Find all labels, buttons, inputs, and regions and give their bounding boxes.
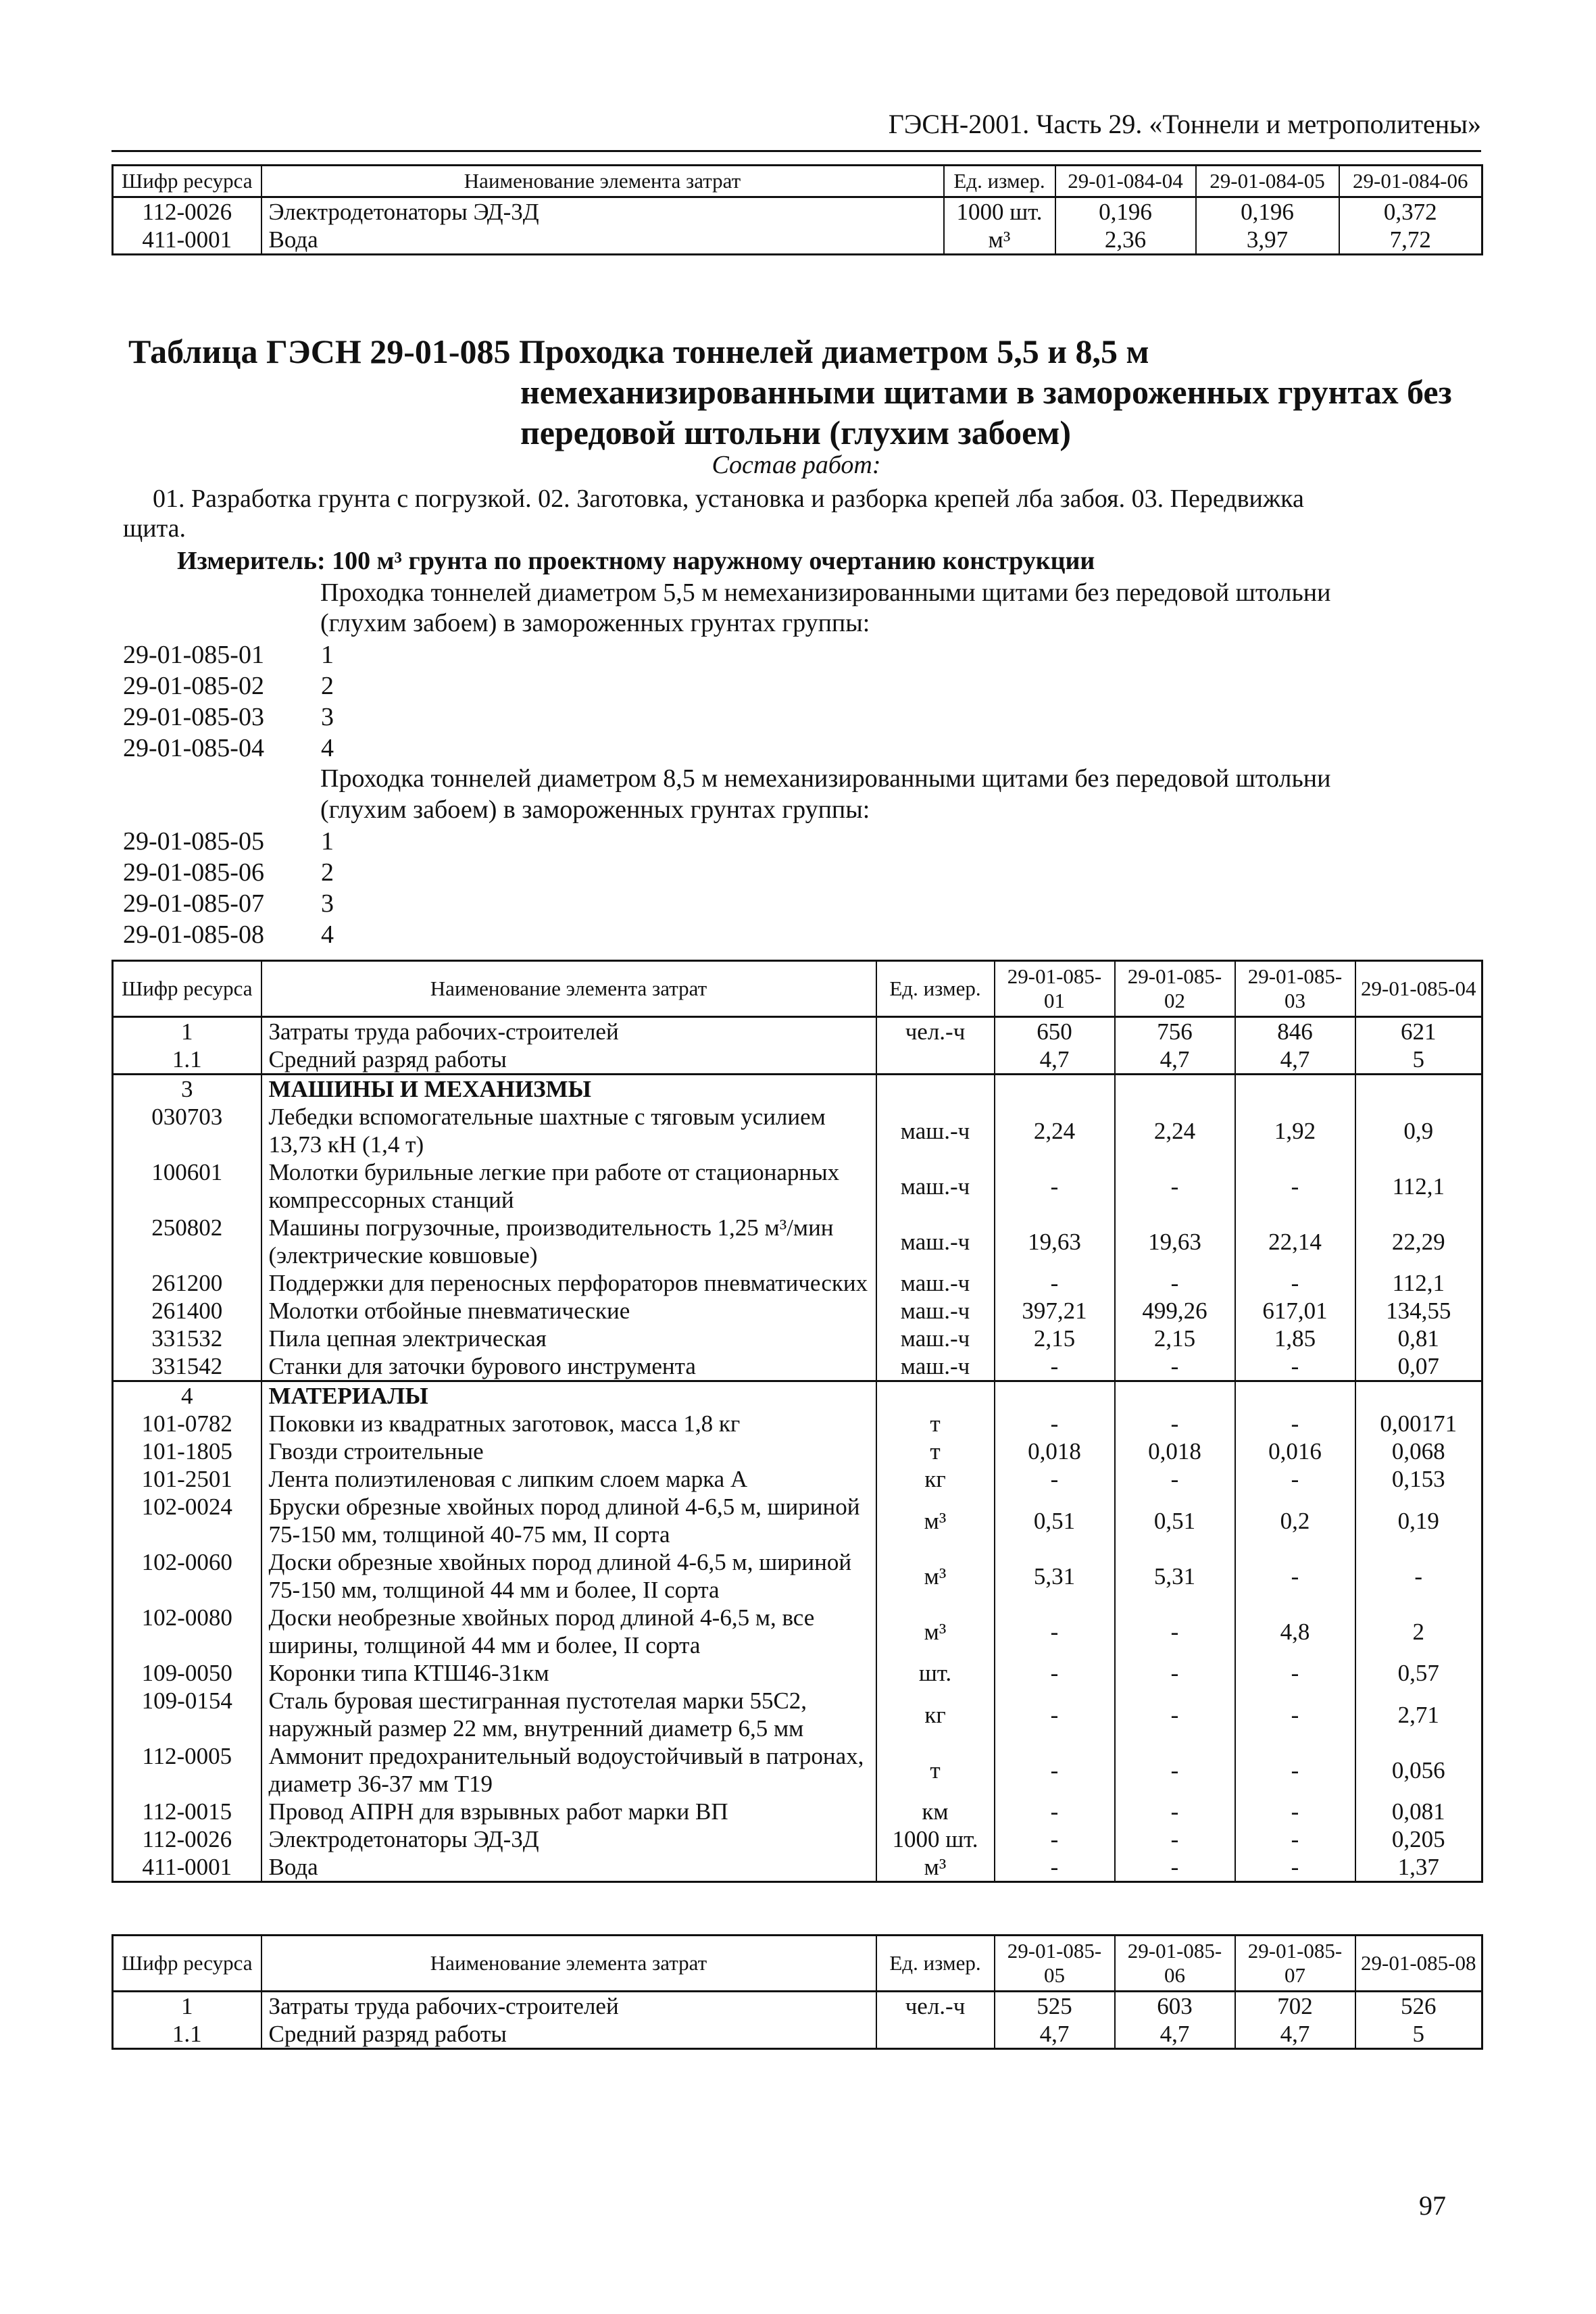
- cell-value: 134,55: [1355, 1297, 1482, 1325]
- cell-unit: м³: [876, 1604, 995, 1659]
- cell-value: 0,068: [1355, 1437, 1482, 1465]
- code-item: [123, 639, 334, 670]
- cell-code: 1: [113, 1992, 261, 2021]
- cell-value: -: [995, 1604, 1115, 1659]
- cell-value: 22,29: [1355, 1214, 1482, 1269]
- header-norm: 29-01-084-06: [1339, 166, 1482, 197]
- cell-name: Лебедки вспомогательные шахтные с тяговым усилием 13,73 кН (1,4 т): [261, 1103, 876, 1158]
- header-rule: [111, 150, 1481, 152]
- cell-code: 4: [113, 1381, 261, 1410]
- cell-code: 100601: [113, 1158, 261, 1214]
- header-unit: Ед. измер.: [876, 1936, 995, 1992]
- cell-name: Поковки из квадратных заготовок, масса 1,8 кг: [261, 1410, 876, 1437]
- cell-value: -: [1115, 1269, 1235, 1297]
- cell-value: -: [1235, 1548, 1355, 1604]
- table-prev: [111, 164, 1483, 255]
- cell-value: -: [995, 1687, 1115, 1742]
- cell-value: 7,72: [1339, 226, 1482, 255]
- cell-value: 112,1: [1355, 1158, 1482, 1214]
- cell-code: 102-0080: [113, 1604, 261, 1659]
- header-code: Шифр ресурса: [113, 166, 261, 197]
- cell-value: 0,07: [1355, 1352, 1482, 1381]
- cell-value: -: [1355, 1548, 1482, 1604]
- cell-name: Молотки бурильные легкие при работе от стационарных компрессорных станций: [261, 1158, 876, 1214]
- cell-value: 5: [1355, 1045, 1482, 1075]
- cell-value: 0,205: [1355, 1825, 1482, 1853]
- table-row: [113, 1687, 1482, 1742]
- cell-unit: т: [876, 1410, 995, 1437]
- cell-unit: [876, 1075, 995, 1104]
- cell-unit: 1000 шт.: [876, 1825, 995, 1853]
- code-item: [123, 733, 334, 764]
- norm-code: 29-01-085-04: [123, 734, 264, 762]
- table-row: [113, 197, 1482, 226]
- header-unit: Ед. измер.: [876, 961, 995, 1017]
- table-next: [111, 1934, 1483, 2050]
- cell-unit: [876, 2020, 995, 2049]
- cell-value: 2,71: [1355, 1687, 1482, 1742]
- cell-name: Провод АПРН для взрывных работ марки ВП: [261, 1798, 876, 1825]
- cell-unit: кг: [876, 1687, 995, 1742]
- cell-name: Коронки типа КТШ46-31км: [261, 1659, 876, 1687]
- norm-code: 29-01-085-01: [123, 641, 264, 669]
- group-number: 1: [321, 641, 334, 669]
- header-norm: 29-01-085-04: [1355, 961, 1482, 1017]
- header-code: Шифр ресурса: [113, 961, 261, 1017]
- cell-value: -: [995, 1465, 1115, 1493]
- code-item: [123, 670, 334, 701]
- cell-value: 2,15: [995, 1325, 1115, 1352]
- cell-value: 0,00171: [1355, 1410, 1482, 1437]
- cell-value: 0,081: [1355, 1798, 1482, 1825]
- cell-unit: т: [876, 1742, 995, 1798]
- cell-name: Вода: [261, 226, 944, 255]
- cell-value: 0,2: [1235, 1493, 1355, 1548]
- group-number: 3: [321, 889, 334, 918]
- cell-code: 112-0026: [113, 197, 261, 226]
- cell-unit: маш.-ч: [876, 1269, 995, 1297]
- cell-value: 19,63: [995, 1214, 1115, 1269]
- cell-code: 1.1: [113, 2020, 261, 2049]
- cell-value: 0,51: [995, 1493, 1115, 1548]
- cell-value: -: [1115, 1352, 1235, 1381]
- cell-value: 5,31: [1115, 1548, 1235, 1604]
- group2-codes: [123, 826, 334, 950]
- cell-value: 0,372: [1339, 197, 1482, 226]
- cell-code: 101-2501: [113, 1465, 261, 1493]
- cell-code: 331542: [113, 1352, 261, 1381]
- cell-value: 4,7: [995, 1045, 1115, 1075]
- cell-value: [1115, 1075, 1235, 1104]
- code-item: [123, 888, 334, 919]
- cell-name: Поддержки для переносных перфораторов пневматических: [261, 1269, 876, 1297]
- cell-code: 1.1: [113, 1045, 261, 1075]
- cell-code: 250802: [113, 1214, 261, 1269]
- cell-value: -: [1115, 1742, 1235, 1798]
- cell-value: 650: [995, 1017, 1115, 1046]
- cell-value: -: [1235, 1352, 1355, 1381]
- cell-value: 846: [1235, 1017, 1355, 1046]
- header-name: Наименование элемента затрат: [261, 1936, 876, 1992]
- cell-value: -: [995, 1659, 1115, 1687]
- header-norm: 29-01-085-05: [995, 1936, 1115, 1992]
- cell-value: 0,196: [1055, 197, 1196, 226]
- table-row: [113, 1493, 1482, 1548]
- cell-value: -: [995, 1798, 1115, 1825]
- cell-value: 526: [1355, 1992, 1482, 2021]
- table-row: [113, 1269, 1482, 1297]
- group1-line-1: Проходка тоннелей диаметром 5,5 м немеханизированными щитами без передовой штольни: [320, 578, 1331, 607]
- cell-name: Машины погрузочные, производительность 1,25 м³/мин (электрические ковшовые): [261, 1214, 876, 1269]
- cell-code: 3: [113, 1075, 261, 1104]
- cell-code: 112-0005: [113, 1742, 261, 1798]
- cell-code: 261200: [113, 1269, 261, 1297]
- cell-value: 2,24: [1115, 1103, 1235, 1158]
- cell-value: [1115, 1381, 1235, 1410]
- cell-value: -: [1115, 1158, 1235, 1214]
- cell-name: Бруски обрезные хвойных пород длиной 4-6,5 м, шириной 75-150 мм, толщиной 40-75 мм, II сорта: [261, 1493, 876, 1548]
- header-norm: 29-01-085-02: [1115, 961, 1235, 1017]
- cell-code: 411-0001: [113, 226, 261, 255]
- cell-value: [995, 1075, 1115, 1104]
- cell-name: Доски обрезные хвойных пород длиной 4-6,5 м, шириной 75-150 мм, толщиной 44 мм и более, II сорта: [261, 1548, 876, 1604]
- header-norm: 29-01-085-06: [1115, 1936, 1235, 1992]
- cell-name: Доски необрезные хвойных пород длиной 4-6,5 м, все ширины, толщиной 44 мм и более, II сорта: [261, 1604, 876, 1659]
- cell-value: 4,7: [1235, 2020, 1355, 2049]
- table-row: [113, 1853, 1482, 1882]
- header-norm: 29-01-084-04: [1055, 166, 1196, 197]
- cell-code: 109-0154: [113, 1687, 261, 1742]
- cell-value: 756: [1115, 1017, 1235, 1046]
- cell-unit: км: [876, 1798, 995, 1825]
- cell-unit: шт.: [876, 1659, 995, 1687]
- cell-value: -: [995, 1158, 1115, 1214]
- cell-name: МАТЕРИАЛЫ: [261, 1381, 876, 1410]
- code-item: [123, 919, 334, 950]
- cell-code: 101-1805: [113, 1437, 261, 1465]
- cell-value: 1,92: [1235, 1103, 1355, 1158]
- cell-name: Молотки отбойные пневматические: [261, 1297, 876, 1325]
- cell-value: -: [1235, 1825, 1355, 1853]
- cell-name: Средний разряд работы: [261, 2020, 876, 2049]
- running-title: ГЭСН-2001. Часть 29. «Тоннели и метрополитены»: [888, 109, 1481, 139]
- cell-unit: кг: [876, 1465, 995, 1493]
- cell-unit: маш.-ч: [876, 1297, 995, 1325]
- cell-value: 397,21: [995, 1297, 1115, 1325]
- cell-code: 261400: [113, 1297, 261, 1325]
- cell-unit: маш.-ч: [876, 1352, 995, 1381]
- group-number: 2: [321, 672, 334, 700]
- table-main: [111, 960, 1483, 1883]
- table-row: [113, 1825, 1482, 1853]
- group-number: 2: [321, 858, 334, 887]
- header-norm: 29-01-085-01: [995, 961, 1115, 1017]
- cell-unit: чел.-ч: [876, 1017, 995, 1046]
- cell-value: 22,14: [1235, 1214, 1355, 1269]
- cell-value: 0,056: [1355, 1742, 1482, 1798]
- cell-value: 0,153: [1355, 1465, 1482, 1493]
- table-row: [113, 1352, 1482, 1381]
- cell-unit: маш.-ч: [876, 1325, 995, 1352]
- cell-value: [1355, 1075, 1482, 1104]
- cell-value: 112,1: [1355, 1269, 1482, 1297]
- table-row: [113, 1798, 1482, 1825]
- cell-unit: м³: [876, 1853, 995, 1882]
- cell-value: -: [1235, 1687, 1355, 1742]
- cell-code: 101-0782: [113, 1410, 261, 1437]
- cell-value: 0,018: [995, 1437, 1115, 1465]
- cell-name: Лента полиэтиленовая с липким слоем марка А: [261, 1465, 876, 1493]
- cell-name: Сталь буровая шестигранная пустотелая марки 55С2, наружный размер 22 мм, внутренний диаметр 6,5 мм: [261, 1687, 876, 1742]
- norm-code: 29-01-085-03: [123, 703, 264, 731]
- cell-value: 2: [1355, 1604, 1482, 1659]
- cell-value: -: [1115, 1410, 1235, 1437]
- cell-value: 0,016: [1235, 1437, 1355, 1465]
- cell-value: -: [995, 1410, 1115, 1437]
- cell-unit: м³: [876, 1548, 995, 1604]
- cell-code: 112-0026: [113, 1825, 261, 1853]
- cell-name: Затраты труда рабочих-строителей: [261, 1992, 876, 2021]
- cell-value: 0,196: [1196, 197, 1339, 226]
- cell-code: 109-0050: [113, 1659, 261, 1687]
- norm-code: 29-01-085-02: [123, 672, 264, 700]
- cell-unit: маш.-ч: [876, 1103, 995, 1158]
- cell-value: -: [1115, 1465, 1235, 1493]
- table-row: [113, 1659, 1482, 1687]
- table-row: [113, 1742, 1482, 1798]
- cell-value: 1,37: [1355, 1853, 1482, 1882]
- norm-code: 29-01-085-06: [123, 858, 264, 887]
- code-item: [123, 857, 334, 888]
- cell-unit: [876, 1381, 995, 1410]
- cell-value: -: [1115, 1798, 1235, 1825]
- composition-line-2: щита.: [123, 514, 186, 543]
- cell-unit: маш.-ч: [876, 1214, 995, 1269]
- cell-value: -: [1235, 1269, 1355, 1297]
- cell-value: -: [995, 1352, 1115, 1381]
- cell-name: Станки для заточки бурового инструмента: [261, 1352, 876, 1381]
- header-norm: 29-01-085-07: [1235, 1936, 1355, 1992]
- cell-unit: т: [876, 1437, 995, 1465]
- table-header-row: [113, 166, 1482, 197]
- cell-code: 331532: [113, 1325, 261, 1352]
- code-item: [123, 826, 334, 857]
- cell-name: Затраты труда рабочих-строителей: [261, 1017, 876, 1046]
- composition-line-1: 01. Разработка грунта с погрузкой. 02. Заготовка, установка и разборка крепей лба забоя. 03. Передвижка: [153, 485, 1304, 513]
- cell-unit: маш.-ч: [876, 1158, 995, 1214]
- table-row: [113, 1465, 1482, 1493]
- cell-name: Средний разряд работы: [261, 1045, 876, 1075]
- cell-value: 4,7: [1115, 2020, 1235, 2049]
- cell-value: 621: [1355, 1017, 1482, 1046]
- table-row: [113, 1158, 1482, 1214]
- cell-name: Вода: [261, 1853, 876, 1882]
- table-row: [113, 1045, 1482, 1075]
- cell-value: 0,57: [1355, 1659, 1482, 1687]
- cell-code: 102-0060: [113, 1548, 261, 1604]
- title-line-1: Таблица ГЭСН 29-01-085 Проходка тоннелей диаметром 5,5 и 8,5 м: [128, 333, 1149, 370]
- cell-value: -: [995, 1269, 1115, 1297]
- cell-name: МАШИНЫ И МЕХАНИЗМЫ: [261, 1075, 876, 1104]
- cell-value: 5: [1355, 2020, 1482, 2049]
- cell-value: 2,15: [1115, 1325, 1235, 1352]
- cell-value: 2,36: [1055, 226, 1196, 255]
- cell-value: 0,19: [1355, 1493, 1482, 1548]
- cell-value: -: [1115, 1604, 1235, 1659]
- table-row: [113, 1410, 1482, 1437]
- cell-value: 2,24: [995, 1103, 1115, 1158]
- cell-value: -: [995, 1853, 1115, 1882]
- cell-value: -: [1115, 1825, 1235, 1853]
- cell-value: 4,7: [1235, 1045, 1355, 1075]
- group1-line-2: (глухим забоем) в замороженных грунтах группы:: [320, 609, 870, 637]
- cell-value: -: [1115, 1659, 1235, 1687]
- table-row: [113, 1214, 1482, 1269]
- header-unit: Ед. измер.: [944, 166, 1055, 197]
- cell-name: Электродетонаторы ЭД-3Д: [261, 1825, 876, 1853]
- header-norm: 29-01-085-03: [1235, 961, 1355, 1017]
- cell-name: Аммонит предохранительный водоустойчивый в патронах, диаметр 36-37 мм Т19: [261, 1742, 876, 1798]
- cell-value: 603: [1115, 1992, 1235, 2021]
- code-item: [123, 701, 334, 733]
- cell-value: 3,97: [1196, 226, 1339, 255]
- cell-value: -: [995, 1825, 1115, 1853]
- page-number: 97: [1419, 2190, 1446, 2221]
- table-row: [113, 1325, 1482, 1352]
- cell-value: -: [1115, 1853, 1235, 1882]
- cell-value: 1,85: [1235, 1325, 1355, 1352]
- norm-code: 29-01-085-07: [123, 889, 264, 918]
- table-row: [113, 1604, 1482, 1659]
- norm-code: 29-01-085-05: [123, 827, 264, 856]
- group-number: 4: [321, 734, 334, 762]
- header-name: Наименование элемента затрат: [261, 961, 876, 1017]
- cell-value: 0,51: [1115, 1493, 1235, 1548]
- title-line-3: передовой штольни (глухим забоем): [520, 414, 1071, 451]
- cell-name: Пила цепная электрическая: [261, 1325, 876, 1352]
- cell-value: [1235, 1075, 1355, 1104]
- cell-value: -: [1115, 1687, 1235, 1742]
- table-header-row: [113, 1936, 1482, 1992]
- cell-code: 112-0015: [113, 1798, 261, 1825]
- group-number: 1: [321, 827, 334, 856]
- cell-name: Электродетонаторы ЭД-3Д: [261, 197, 944, 226]
- cell-name: Гвозди строительные: [261, 1437, 876, 1465]
- cell-value: -: [1235, 1798, 1355, 1825]
- cell-value: -: [1235, 1659, 1355, 1687]
- cell-unit: м³: [944, 226, 1055, 255]
- cell-value: [995, 1381, 1115, 1410]
- cell-unit: м³: [876, 1493, 995, 1548]
- header-code: Шифр ресурса: [113, 1936, 261, 1992]
- norm-code: 29-01-085-08: [123, 920, 264, 949]
- cell-value: -: [1235, 1158, 1355, 1214]
- table-row: [113, 1437, 1482, 1465]
- group-number: 4: [321, 920, 334, 949]
- cell-value: 4,8: [1235, 1604, 1355, 1659]
- group2-line-2: (глухим забоем) в замороженных грунтах группы:: [320, 795, 870, 824]
- cell-value: [1235, 1381, 1355, 1410]
- composition-label: Состав работ:: [712, 451, 881, 479]
- cell-value: 4,7: [1115, 1045, 1235, 1075]
- cell-code: 411-0001: [113, 1853, 261, 1882]
- cell-value: -: [1235, 1853, 1355, 1882]
- cell-value: -: [1235, 1410, 1355, 1437]
- cell-value: 19,63: [1115, 1214, 1235, 1269]
- table-row: [113, 226, 1482, 255]
- cell-value: -: [1235, 1465, 1355, 1493]
- header-norm: 29-01-085-08: [1355, 1936, 1482, 1992]
- group-number: 3: [321, 703, 334, 731]
- table-row: [113, 1548, 1482, 1604]
- cell-value: 0,018: [1115, 1437, 1235, 1465]
- section-title: [128, 331, 1487, 453]
- cell-value: 4,7: [995, 2020, 1115, 2049]
- cell-value: 499,26: [1115, 1297, 1235, 1325]
- meter: Измеритель: 100 м³ грунта по проектному наружному очертанию конструкции: [177, 547, 1095, 575]
- table-header-row: [113, 961, 1482, 1017]
- header-norm: 29-01-084-05: [1196, 166, 1339, 197]
- cell-value: [1355, 1381, 1482, 1410]
- table-row: [113, 1992, 1482, 2021]
- cell-code: 1: [113, 1017, 261, 1046]
- table-row: [113, 1103, 1482, 1158]
- table-row: [113, 2020, 1482, 2049]
- header-name: Наименование элемента затрат: [261, 166, 944, 197]
- cell-unit: 1000 шт.: [944, 197, 1055, 226]
- cell-value: 0,9: [1355, 1103, 1482, 1158]
- cell-value: 617,01: [1235, 1297, 1355, 1325]
- cell-value: 702: [1235, 1992, 1355, 2021]
- group2-line-1: Проходка тоннелей диаметром 8,5 м немеханизированными щитами без передовой штольни: [320, 764, 1331, 793]
- cell-code: 030703: [113, 1103, 261, 1158]
- title-line-2: немеханизированными щитами в замороженных грунтах без: [520, 373, 1452, 411]
- table-row: [113, 1297, 1482, 1325]
- cell-value: 5,31: [995, 1548, 1115, 1604]
- table-row: [113, 1075, 1482, 1104]
- cell-value: 525: [995, 1992, 1115, 2021]
- cell-value: -: [995, 1742, 1115, 1798]
- group1-codes: [123, 639, 334, 764]
- cell-value: 0,81: [1355, 1325, 1482, 1352]
- cell-unit: чел.-ч: [876, 1992, 995, 2021]
- table-row: [113, 1017, 1482, 1046]
- table-row: [113, 1381, 1482, 1410]
- cell-value: -: [1235, 1742, 1355, 1798]
- cell-unit: [876, 1045, 995, 1075]
- cell-code: 102-0024: [113, 1493, 261, 1548]
